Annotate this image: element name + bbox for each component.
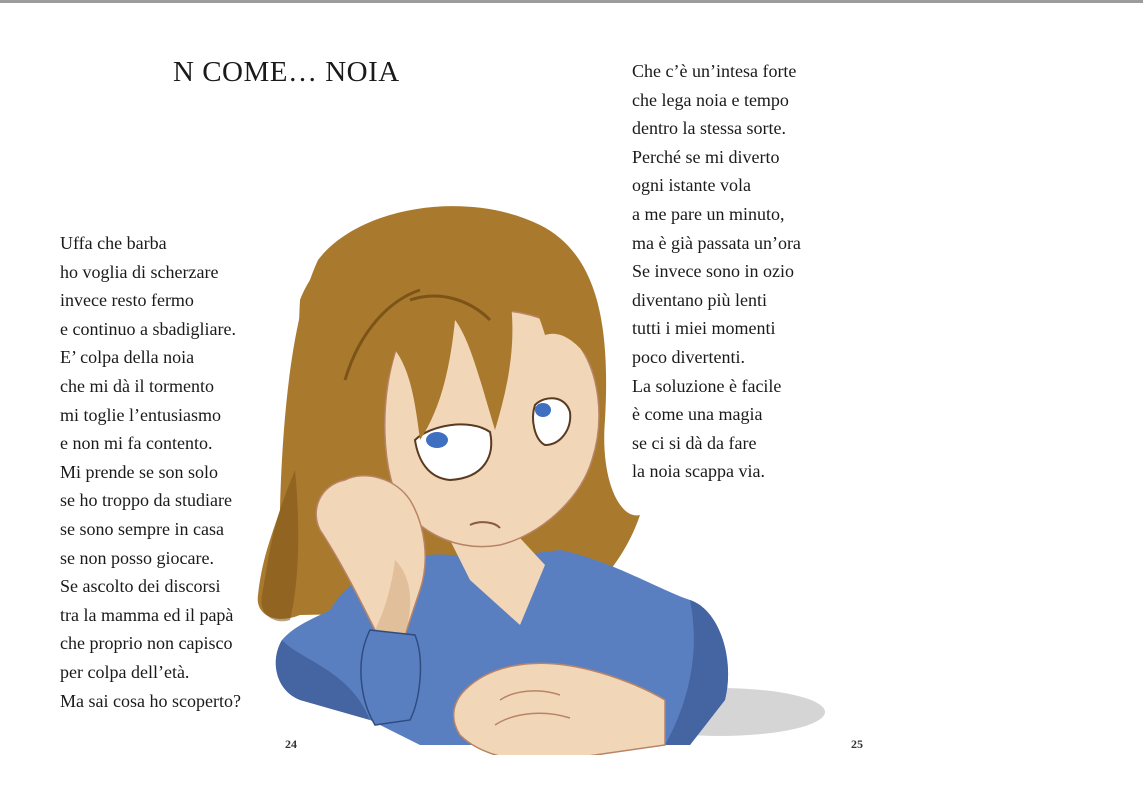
poem-line: se ci si dà da fare (632, 432, 757, 453)
poem-line: che proprio non capisco (60, 633, 233, 654)
poem-line: la noia scappa via. (632, 461, 765, 482)
poem-line: E’ colpa della noia (60, 347, 195, 368)
poem-line: ma è già passata un’ora (632, 232, 801, 253)
page-title: N COME… NOIA (173, 56, 400, 88)
poem-line: Perché se mi diverto (632, 146, 780, 167)
poem-line: se ho troppo da studiare (60, 490, 232, 511)
poem-line: invece resto fermo (60, 290, 194, 311)
poem-line: Uffa che barba (60, 233, 167, 253)
left-iris (426, 432, 448, 448)
page-number-right: 25 (851, 737, 863, 751)
poem-line: se non posso giocare. (60, 547, 214, 568)
poem-line: Ma sai cosa ho scoperto? (60, 690, 241, 711)
poem-line: ho voglia di scherzare (60, 261, 219, 282)
poem-line: diventano più lenti (632, 289, 767, 310)
poem-line: La soluzione è facile (632, 375, 782, 396)
poem-line: Che c’è un’intesa forte (632, 61, 797, 81)
left-sleeve (361, 630, 421, 725)
poem-line: e continuo a sbadigliare. (60, 318, 236, 339)
top-border (0, 0, 1143, 3)
poem-line: a me pare un minuto, (632, 203, 785, 224)
poem-line: Se ascolto dei discorsi (60, 576, 221, 597)
page-number-left: 24 (285, 737, 297, 751)
poem-line: Mi prende se son solo (60, 461, 218, 482)
poem-line: che lega noia e tempo (632, 89, 789, 110)
poem-line: che mi dà il tormento (60, 375, 214, 396)
poem-line: poco divertenti. (632, 346, 745, 367)
poem-line: mi toglie l’entusiasmo (60, 404, 221, 425)
bored-girl-illustration (240, 195, 840, 755)
poem-line: per colpa dell’età. (60, 661, 190, 682)
hair-back-shade (261, 470, 298, 621)
poem-left-column (60, 229, 241, 715)
poem-line: Se invece sono in ozio (632, 261, 794, 282)
poem-line: e non mi fa contento. (60, 433, 213, 454)
poem-line: tutti i miei momenti (632, 318, 776, 339)
poem-line: tra la mamma ed il papà (60, 604, 234, 625)
poem-line: dentro la stessa sorte. (632, 118, 786, 139)
poem-line: è come una magia (632, 404, 763, 425)
poem-line: se sono sempre in casa (60, 518, 224, 539)
poem-line: ogni istante vola (632, 175, 751, 196)
right-iris (535, 403, 551, 417)
